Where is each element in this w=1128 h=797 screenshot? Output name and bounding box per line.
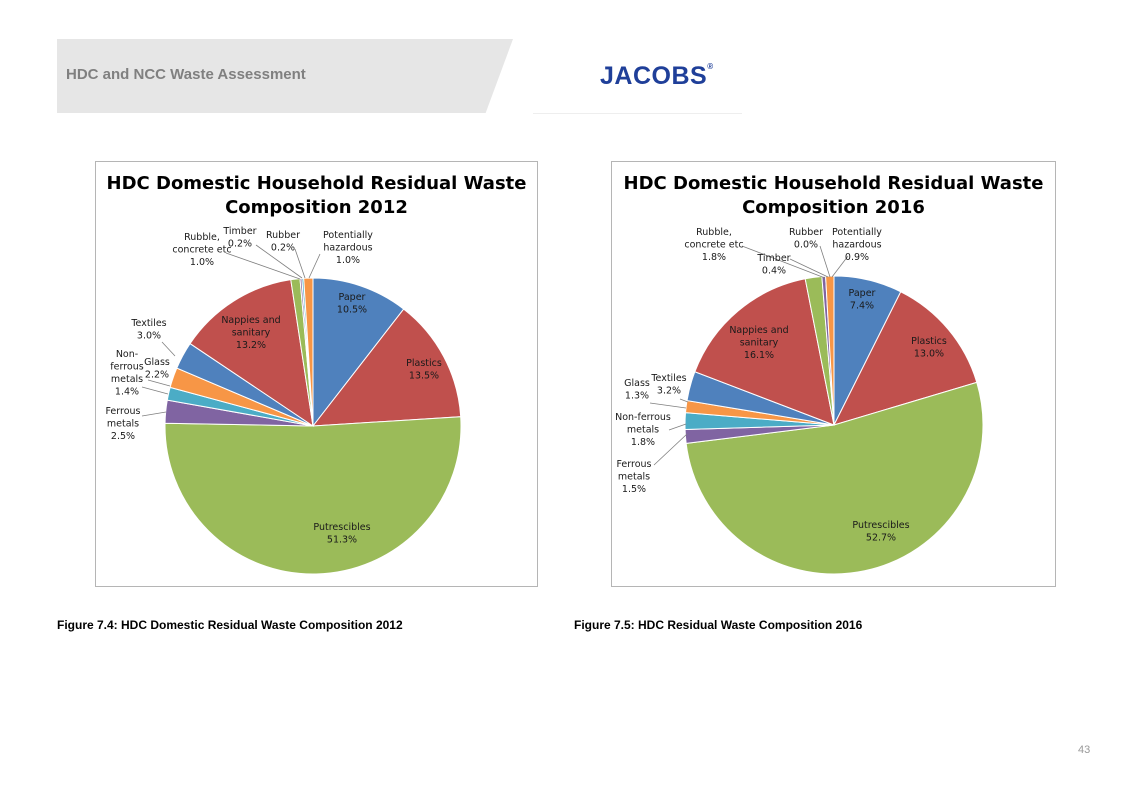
leader-line-ferrous <box>142 412 166 416</box>
chart-title-line: HDC Domestic Household Residual Waste <box>106 173 527 194</box>
data-label-nonferrous: Non-ferrous metals 1.4% <box>110 349 144 398</box>
leader-line-glass <box>148 380 170 386</box>
data-label-paper: Paper 10.5% <box>336 292 368 316</box>
data-label-putrescibles: Putrescibles 52.7% <box>852 520 910 544</box>
data-label-hazardous: Potentially hazardous 1.0% <box>323 230 373 266</box>
data-label-paper: Paper 7.4% <box>848 288 876 312</box>
logo-divider <box>533 113 742 114</box>
data-label-hazardous: Potentially hazardous 0.9% <box>832 227 882 263</box>
figure-caption-2012: Figure 7.4: HDC Domestic Residual Waste Composition 2012 <box>57 618 403 632</box>
jacobs-logo <box>600 62 714 91</box>
pie-chart-svg <box>612 162 1055 586</box>
leader-line-nonferrous <box>669 424 686 430</box>
data-label-rubble: Rubble, concrete etc 1.0% <box>172 232 232 268</box>
data-label-rubber: Rubber 0.2% <box>265 230 301 254</box>
leader-line-nonferrous <box>142 387 168 394</box>
pie-chart-2012 <box>95 161 538 587</box>
header-title: HDC and NCC Waste Assessment <box>66 66 306 83</box>
pie-chart-svg <box>96 162 537 586</box>
chart-title-line: Composition 2012 <box>225 197 408 218</box>
chart-title-line: Composition 2016 <box>742 197 925 218</box>
data-label-textiles: Textiles 3.2% <box>651 373 687 397</box>
data-label-putrescibles: Putrescibles 51.3% <box>313 522 371 546</box>
leader-line-glass <box>650 403 686 408</box>
data-label-textiles: Textiles 3.0% <box>131 318 167 342</box>
leader-line-textiles <box>162 342 175 356</box>
chart-title-line: HDC Domestic Household Residual Waste <box>623 173 1044 194</box>
data-label-nonferrous: Non-ferrous metals 1.8% <box>615 412 671 448</box>
leader-line-rubble <box>226 253 300 279</box>
leader-line-ferrous <box>654 434 687 465</box>
data-label-glass: Glass 2.2% <box>144 357 170 381</box>
data-label-ferrous: Ferrous metals 1.5% <box>616 459 652 495</box>
data-label-nappies: Nappies and sanitary 16.1% <box>729 325 789 361</box>
leader-line-hazardous <box>309 254 320 278</box>
data-label-timber: Timber 0.2% <box>223 226 257 250</box>
logo-registered-mark: ® <box>707 62 714 71</box>
data-label-nappies: Nappies and sanitary 13.2% <box>221 315 281 351</box>
leader-line-rubber <box>820 246 830 277</box>
data-label-plastics: Plastics 13.0% <box>911 336 947 360</box>
page-number: 43 <box>1078 744 1091 756</box>
leader-line-timber <box>790 259 828 277</box>
data-label-plastics: Plastics 13.5% <box>406 358 442 382</box>
data-label-glass: Glass 1.3% <box>624 378 650 402</box>
logo-text: JACOBS <box>600 62 708 90</box>
pie-chart-2016 <box>611 161 1056 587</box>
data-label-ferrous: Ferrous metals 2.5% <box>105 406 141 442</box>
data-label-rubber: Rubber 0.0% <box>788 227 824 251</box>
data-label-timber: Timber 0.4% <box>757 253 791 277</box>
figure-caption-2016: Figure 7.5: HDC Residual Waste Composition 2016 <box>574 618 863 632</box>
data-label-rubble: Rubble, concrete etc 1.8% <box>684 227 744 263</box>
pie-slice-putrescibles <box>165 417 461 574</box>
